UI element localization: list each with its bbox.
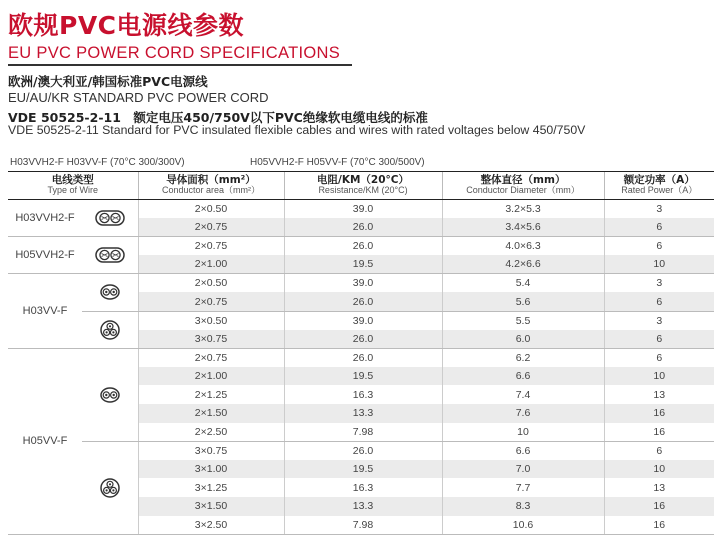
subtitle-cn: 欧洲/澳大利亚/韩国标准PVC电源线 — [8, 74, 208, 89]
spec-table — [8, 171, 714, 535]
resistance-cell: 19.5 — [284, 367, 442, 386]
conductor-area-cell: 3×0.75 — [138, 330, 284, 349]
diameter-cell: 3.2×5.3 — [442, 200, 604, 219]
header-diameter: 整体直径（mm） Conductor Diameter（mm） — [442, 172, 604, 200]
rated-power-cell: 16 — [604, 497, 714, 516]
conductor-area-cell: 2×1.25 — [138, 385, 284, 404]
table-row — [8, 348, 714, 367]
header-power: 额定功率（A） Rated Power（A） — [604, 172, 714, 200]
table-row — [8, 200, 714, 219]
resistance-cell: 16.3 — [284, 478, 442, 497]
wire-type-cell: H05VVH2-F — [8, 237, 82, 274]
table-row — [8, 237, 714, 256]
header-resistance: 电阻/KM（20°C） Resistance/KM (20°C) — [284, 172, 442, 200]
rated-power-cell: 6 — [604, 441, 714, 460]
standard-en: VDE 50525-2-11 Standard for PVC insulated flexible cables and wires with rated voltages below 450/750V — [8, 123, 586, 137]
resistance-cell: 13.3 — [284, 404, 442, 423]
resistance-cell: 39.0 — [284, 311, 442, 330]
conductor-area-cell: 3×1.00 — [138, 460, 284, 479]
resistance-cell: 39.0 — [284, 200, 442, 219]
rated-power-cell: 13 — [604, 478, 714, 497]
table-row — [8, 311, 714, 330]
diameter-cell: 7.0 — [442, 460, 604, 479]
conductor-area-cell: 2×0.75 — [138, 218, 284, 237]
conductor-area-cell: 3×0.50 — [138, 311, 284, 330]
resistance-cell: 26.0 — [284, 441, 442, 460]
rated-power-cell: 6 — [604, 292, 714, 311]
page-title-en: EU PVC POWER CORD SPECIFICATIONS — [8, 44, 340, 62]
wire-type-cell: H03VVH2-F — [8, 200, 82, 237]
resistance-cell: 19.5 — [284, 460, 442, 479]
title-divider — [8, 64, 352, 66]
resistance-cell: 13.3 — [284, 497, 442, 516]
table-header-row — [8, 172, 714, 200]
resistance-cell: 16.3 — [284, 385, 442, 404]
conductor-area-cell: 2×0.50 — [138, 274, 284, 293]
conductor-area-cell: 2×1.50 — [138, 404, 284, 423]
diameter-cell: 6.6 — [442, 441, 604, 460]
diameter-cell: 8.3 — [442, 497, 604, 516]
wire-type-cell: H03VV-F — [8, 274, 82, 348]
diameter-cell: 5.6 — [442, 292, 604, 311]
diameter-cell: 4.2×6.6 — [442, 255, 604, 274]
rated-power-cell: 16 — [604, 404, 714, 423]
rated-power-cell: 6 — [604, 218, 714, 237]
header-type: 电线类型 Type of Wire — [8, 172, 138, 200]
rated-power-cell: 16 — [604, 423, 714, 442]
rated-power-cell: 16 — [604, 516, 714, 535]
resistance-cell: 26.0 — [284, 330, 442, 349]
voltage-note-300v: H03VVH2-F H03VV-F (70°C 300/300V) — [10, 157, 185, 168]
round-3-core-cable-icon — [82, 311, 138, 348]
voltage-note-500v: H05VVH2-F H05VV-F (70°C 300/500V) — [250, 157, 425, 168]
rated-power-cell: 6 — [604, 330, 714, 349]
conductor-area-cell: 2×0.75 — [138, 348, 284, 367]
diameter-cell: 10 — [442, 423, 604, 442]
diameter-cell: 10.6 — [442, 516, 604, 535]
round-2-core-cable-icon — [82, 274, 138, 311]
diameter-cell: 3.4×5.6 — [442, 218, 604, 237]
diameter-cell: 7.7 — [442, 478, 604, 497]
resistance-cell: 26.0 — [284, 218, 442, 237]
table-row — [8, 274, 714, 293]
conductor-area-cell: 2×1.00 — [138, 367, 284, 386]
conductor-area-cell: 2×2.50 — [138, 423, 284, 442]
diameter-cell: 5.5 — [442, 311, 604, 330]
table-row — [8, 441, 714, 460]
resistance-cell: 19.5 — [284, 255, 442, 274]
diameter-cell: 7.6 — [442, 404, 604, 423]
diameter-cell: 6.6 — [442, 367, 604, 386]
flat-2-core-cable-icon — [82, 200, 138, 237]
rated-power-cell: 6 — [604, 237, 714, 256]
conductor-area-cell: 2×0.75 — [138, 292, 284, 311]
resistance-cell: 39.0 — [284, 274, 442, 293]
rated-power-cell: 6 — [604, 348, 714, 367]
rated-power-cell: 3 — [604, 274, 714, 293]
conductor-area-cell: 3×1.25 — [138, 478, 284, 497]
resistance-cell: 7.98 — [284, 516, 442, 535]
diameter-cell: 5.4 — [442, 274, 604, 293]
resistance-cell: 7.98 — [284, 423, 442, 442]
diameter-cell: 6.0 — [442, 330, 604, 349]
rated-power-cell: 3 — [604, 200, 714, 219]
rated-power-cell: 13 — [604, 385, 714, 404]
rated-power-cell: 10 — [604, 255, 714, 274]
conductor-area-cell: 2×0.75 — [138, 237, 284, 256]
conductor-area-cell: 3×0.75 — [138, 441, 284, 460]
diameter-cell: 4.0×6.3 — [442, 237, 604, 256]
conductor-area-cell: 2×0.50 — [138, 200, 284, 219]
conductor-area-cell: 3×2.50 — [138, 516, 284, 535]
round-2-core-cable-icon — [82, 348, 138, 441]
standard-cn: VDE 50525-2-11 额定电压450/750V以下PVC绝缘软电缆电线的标准 — [8, 110, 428, 125]
resistance-cell: 26.0 — [284, 237, 442, 256]
diameter-cell: 6.2 — [442, 348, 604, 367]
resistance-cell: 26.0 — [284, 292, 442, 311]
rated-power-cell: 3 — [604, 311, 714, 330]
wire-type-cell: H05VV-F — [8, 348, 82, 534]
resistance-cell: 26.0 — [284, 348, 442, 367]
subtitle-en: EU/AU/KR STANDARD PVC POWER CORD — [8, 90, 269, 105]
round-3-core-cable-icon — [82, 441, 138, 534]
conductor-area-cell: 2×1.00 — [138, 255, 284, 274]
flat-2-core-cable-icon — [82, 237, 138, 274]
diameter-cell: 7.4 — [442, 385, 604, 404]
rated-power-cell: 10 — [604, 367, 714, 386]
spec-table-body — [8, 200, 714, 535]
header-area: 导体面积（mm²） Conductor area（mm²） — [138, 172, 284, 200]
conductor-area-cell: 3×1.50 — [138, 497, 284, 516]
page-title-cn: 欧规PVC电源线参数 — [8, 11, 245, 40]
rated-power-cell: 10 — [604, 460, 714, 479]
